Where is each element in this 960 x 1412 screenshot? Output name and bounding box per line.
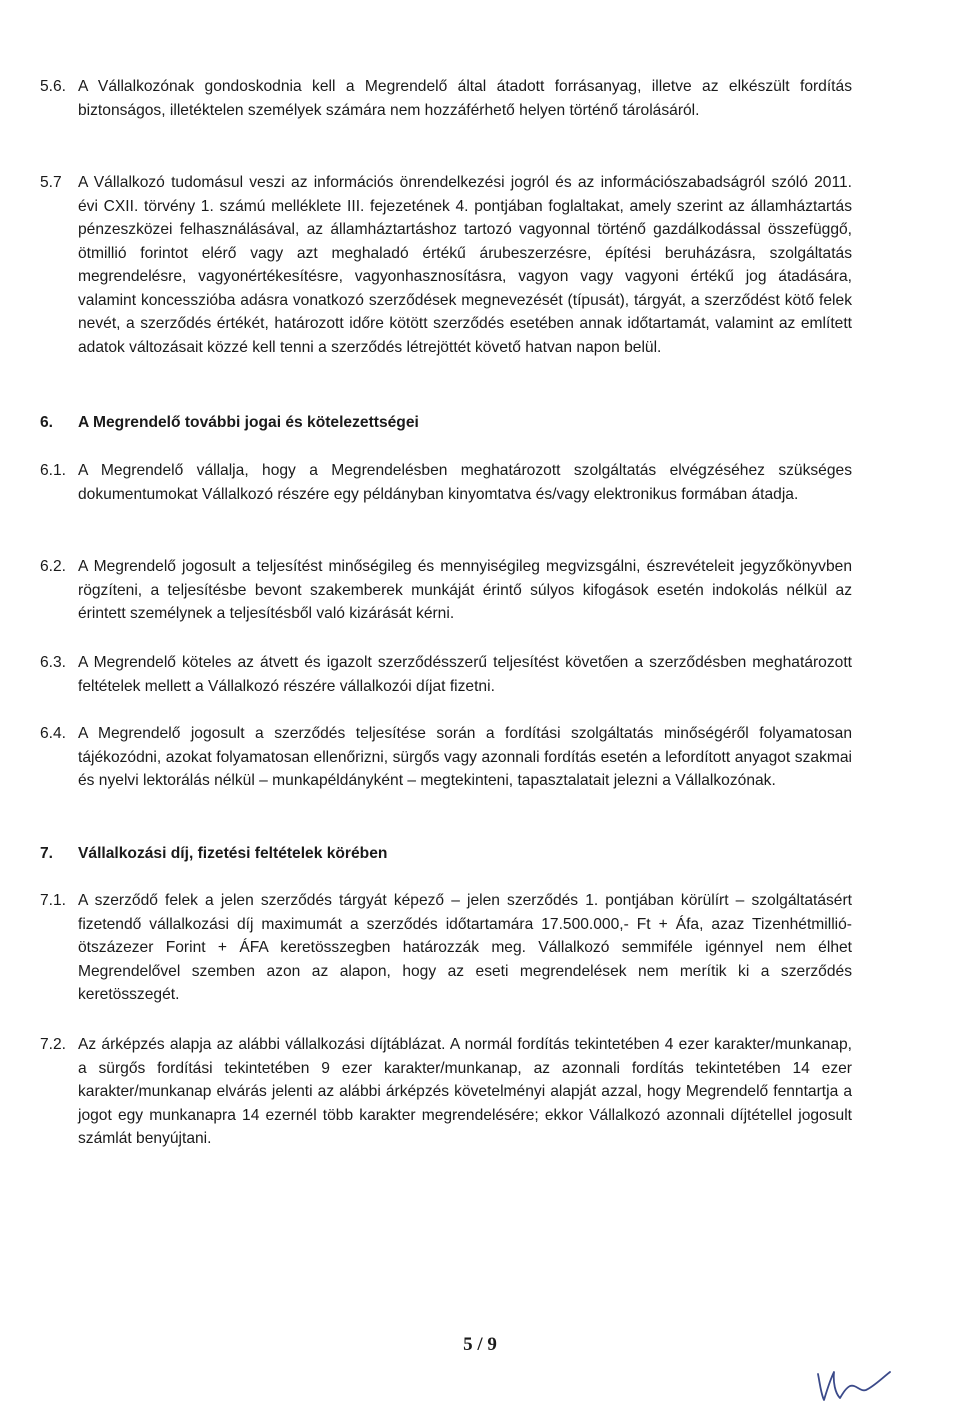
paragraph-text: A Megrendelő jogosult a szerződés teljesítése során a fordítási szolgáltatás minőségéről folyamatosan tájékozódni, azokat folyamatosan ellenőrizni, sürgős vagy azonnali fordítás esetén a lefordított anyagot szakmai és nyelvi lektorálás nélkül – munkapéldányként – megtekinteni, tapasztalatait jelezni a Vállalkozónak.	[78, 725, 852, 789]
paragraph-text: A Megrendelő köteles az átvett és igazolt szerződésszerű teljesítést követően a szerződésben meghatározott feltételek mellett a Vállalkozó részére vállalkozói díjat fizetni.	[78, 654, 852, 695]
paragraph-7-1	[40, 889, 852, 1007]
paragraph-text: A szerződő felek a jelen szerződés tárgyát képező – jelen szerződés 1. pontjában körülírt – szolgáltatásért fizetendő vállalkozási díj maximumát a szerződés időtartamára 17.500.000,- Ft + Áfa, azaz Tizenhétmillió-ötszázezer Forint + ÁFA keretösszegben határozzák meg. Vállalkozó semmiféle igénnyel nem élhet Megrendelővel szemben azon az alapon, hogy az eseti megrendelések nem merítik ki a szerződés keretösszegét.	[78, 892, 852, 1003]
paragraph-number: 6.1.	[40, 462, 67, 479]
paragraph-5-6	[40, 75, 852, 122]
section-number: 6.	[40, 414, 54, 431]
section-title: Vállalkozási díj, fizetési feltételek körében	[78, 845, 388, 862]
paragraph-text: A Vállalkozó tudomásul veszi az információs önrendelkezési jogról és az információszabadságról szóló 2011. évi CXII. törvény 1. számú melléklete III. fejezetének 4. pontjában foglaltakat, amely szerint az államháztartás pénzeszközei felhasználásával, az államháztartáshoz tartozó vagyonnal történő gazdálkodással összefüggő, ötmillió forintot elérő vagy azt meghaladó értékű árubeszerzésre, építési beruházásra, szolgáltatás megrendelésre, vagyonértékesítésre, vagyonhasznosításra, vagyon vagy vagyoni értékű jog átadására, valamint koncesszióba adásra vonatkozó szerződések megnevezését (típusát), tárgyát, a szerződést kötő felek nevét, a szerződés értékét, határozott időre kötött szerződés esetében annak időtartamát, valamint az említett adatok változásait közzé kell tenni a szerződés létrejöttét követő hatvan napon belül.	[78, 174, 852, 356]
paragraph-5-7	[40, 171, 852, 359]
section-6-heading	[40, 411, 852, 435]
paragraph-number: 6.4.	[40, 725, 67, 742]
paragraph-number: 6.3.	[40, 654, 67, 671]
paragraph-number: 5.7	[40, 174, 62, 191]
page-number: 5 / 9	[463, 1334, 497, 1355]
paragraph-number: 5.6.	[40, 78, 67, 95]
paragraph-6-2	[40, 555, 852, 626]
paragraph-number: 7.1.	[40, 892, 67, 909]
paragraph-text: A Megrendelő jogosult a teljesítést minőségileg és mennyiségileg megvizsgálni, észrevételeit jegyzőkönyvben rögzíteni, a teljesítésbe bevont szakemberek munkáját érintő súlyos kifogások esetén indokolás nélkül az érintett személynek a teljesítésből való kizárását kérni.	[78, 558, 852, 622]
paragraph-6-3	[40, 651, 852, 698]
paragraph-7-2	[40, 1033, 852, 1151]
section-number: 7.	[40, 845, 54, 862]
paragraph-number: 7.2.	[40, 1036, 67, 1053]
paragraph-6-4	[40, 722, 852, 793]
signature-icon	[810, 1360, 900, 1406]
paragraph-text: A Megrendelő vállalja, hogy a Megrendelésben meghatározott szolgáltatás elvégzéséhez szükséges dokumentumokat Vállalkozó részére egy példányban kinyomtatva és/vagy elektronikus formában átadja.	[78, 462, 852, 503]
paragraph-number: 6.2.	[40, 558, 67, 575]
paragraph-text: A Vállalkozónak gondoskodnia kell a Megrendelő által átadott forrásanyag, illetve az elkészült fordítás biztonságos, illetéktelen személyek számára nem hozzáférhető helyen történő tárolásáról.	[78, 78, 852, 119]
section-7-heading	[40, 842, 852, 866]
paragraph-text: Az árképzés alapja az alábbi vállalkozási díjtáblázat. A normál fordítás tekintetében 4 ezer karakter/munkanap, a sürgős fordítási tekintetében 9 ezer karakter/munkanap, az azonnali fordítás tekintetében 14 ezer karakter/munkanap elvárás jelenti az alábbi árképzés követelményi alapját azzal, hogy Megrendelő fenntartja a jogot egy munkanapra 14 ezernél több karakter megrendelésére; ekkor Vállalkozó azonnali díjtétellel jogosult számlát benyújtani.	[78, 1036, 852, 1147]
paragraph-6-1	[40, 459, 852, 506]
section-title: A Megrendelő további jogai és kötelezettségei	[78, 414, 419, 431]
